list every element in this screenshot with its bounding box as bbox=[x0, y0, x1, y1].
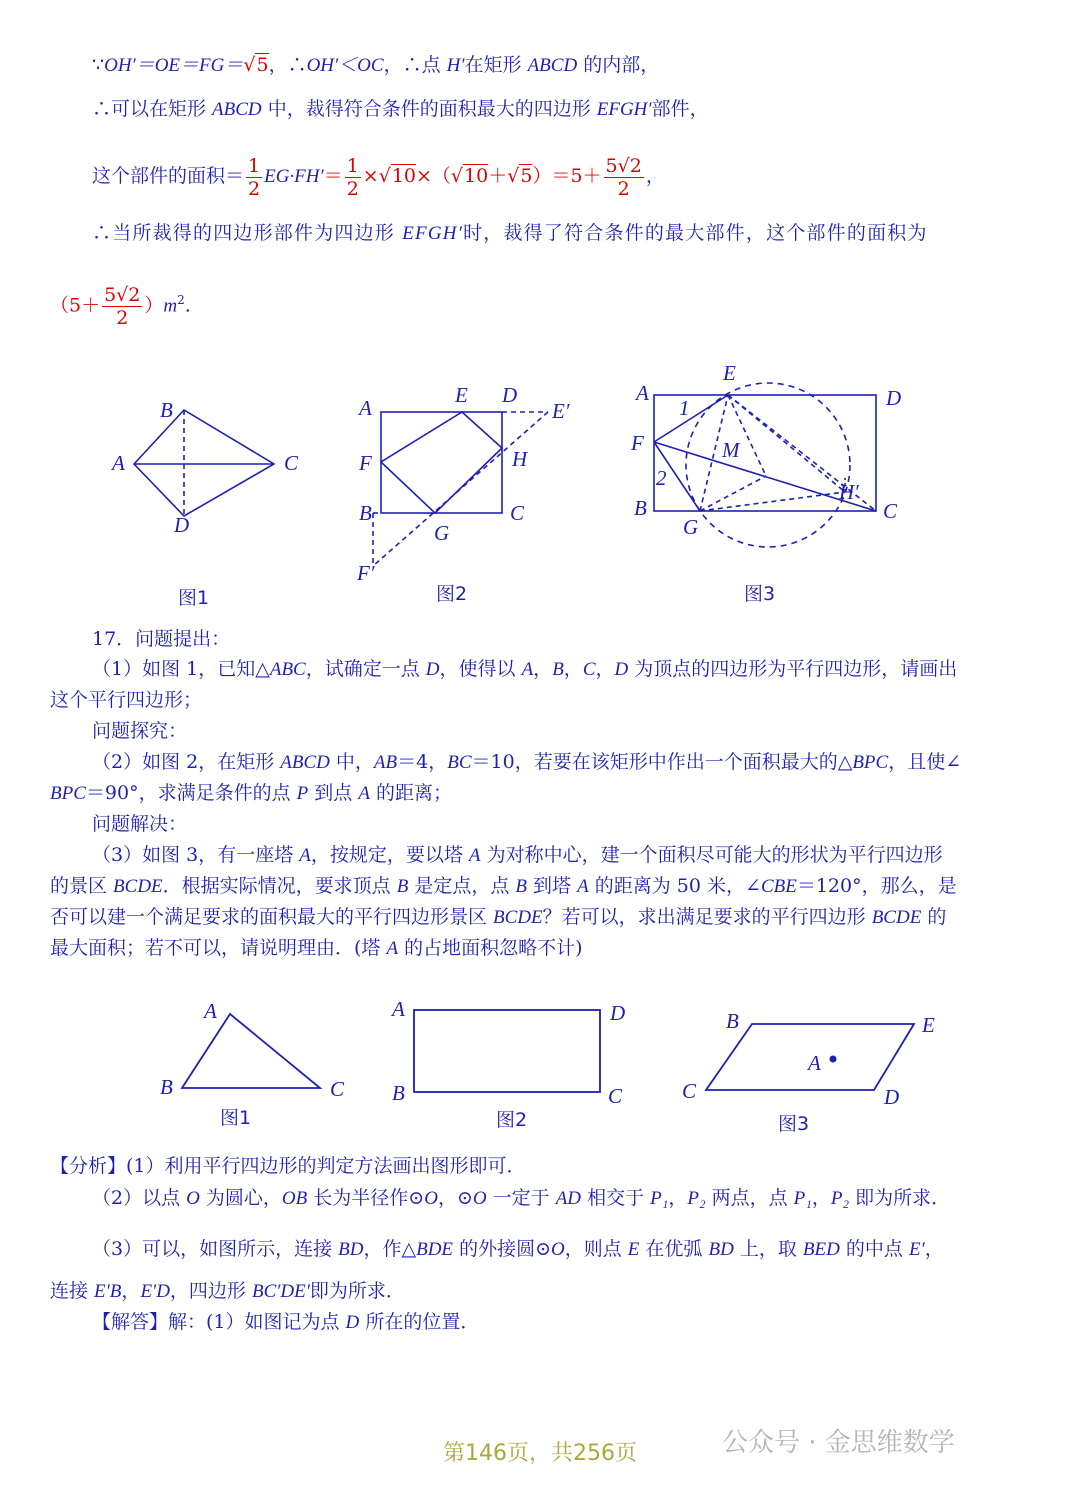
fig1-label-A: A bbox=[112, 451, 125, 475]
q17-fig2-label-C: C bbox=[608, 1084, 623, 1108]
fig3-label-2: 2 bbox=[656, 466, 667, 490]
q17-heading-solve: 问题解决： bbox=[92, 813, 188, 835]
fig2-label-A: A bbox=[359, 396, 372, 420]
fig2-label-F: F bbox=[359, 451, 372, 475]
fig3-caption: 图3 bbox=[744, 583, 776, 605]
fig1-label-B: B bbox=[160, 398, 173, 422]
q17-fig1-caption: 图1 bbox=[220, 1107, 252, 1129]
solution-line-5: （5＋ $\frac{5√2}{2}$ ）$m^2$. bbox=[50, 283, 191, 329]
q17-fig3-label-C: C bbox=[682, 1079, 697, 1103]
q17-fig1-label-B: B bbox=[160, 1075, 173, 1099]
fig3-label-A: A bbox=[636, 381, 649, 405]
q17-fig3-caption: 图3 bbox=[778, 1113, 810, 1135]
fig2-label-G: G bbox=[434, 521, 450, 545]
fig3-label-H: H′ bbox=[839, 480, 859, 504]
solution-line-3: 这个部件的面积＝ $\frac{1}{2}$ EG·FH′＝ $\frac{1}{2}$ ×√10×（√10＋√5）＝5＋ $\frac{5√2}{2}$ ， bbox=[92, 154, 665, 200]
q17-part2-line1: （2）如图 2，在矩形 ABCD 中，AB＝4，BC＝10，若要在该矩形中作出一个面积最大的△BPC，且使∠ bbox=[92, 751, 962, 773]
fig3-label-B: B bbox=[634, 496, 647, 520]
q17-fig3-label-D: D bbox=[884, 1085, 900, 1109]
watermark: 公众号 · 金思维数学 bbox=[722, 1428, 955, 1458]
q17-part2-line2: BPC＝90°，求满足条件的点 P 到点 A 的距离； bbox=[50, 782, 452, 804]
fig2-caption: 图2 bbox=[436, 583, 468, 605]
q17-part3-line3: 否可以建一个满足要求的面积最大的平行四边形景区 BCDE？若可以，求出满足要求的平行四边形 BCDE 的 bbox=[50, 906, 947, 928]
fig3-label-D: D bbox=[886, 386, 902, 410]
q17-fig2-label-D: D bbox=[610, 1001, 626, 1025]
fig3-label-C: C bbox=[883, 499, 898, 523]
q17-fig3-label-A: A bbox=[808, 1051, 821, 1075]
fig3-label-M: M bbox=[722, 438, 740, 462]
q17-part1-line2: 这个平行四边形； bbox=[50, 689, 203, 711]
tower-point-A bbox=[830, 1056, 837, 1063]
fig2-label-E: E bbox=[455, 383, 468, 407]
solution-line-1: ∵OH′＝OE＝FG＝√5，∴OH′＜OC，∴点 H′在矩形 ABCD 的内部， bbox=[92, 54, 660, 76]
fig3-label-E: E bbox=[723, 361, 736, 385]
q17-part3-line2: 的景区 BCDE．根据实际情况，要求顶点 B 是定点，点 B 到塔 A 的距离为 50 米，∠CBE＝120°，那么，是 bbox=[50, 875, 957, 897]
q17-part3-line4: 最大面积；若不可以，请说明理由．(塔 A 的占地面积忽略不计) bbox=[50, 937, 583, 959]
fig2-label-B: B bbox=[359, 501, 372, 525]
q17-fig3-label-B: B bbox=[726, 1009, 739, 1033]
solution-line-2: ∴可以在矩形 ABCD 中，裁得符合条件的面积最大的四边形 EFGH′部件， bbox=[92, 98, 709, 120]
q17-fig3-label-E: E bbox=[922, 1013, 935, 1037]
q17-heading-explore: 问题探究： bbox=[92, 720, 188, 742]
q17-part3-line1: （3）如图 3，有一座塔 A，按规定，要以塔 A 为对称中心，建一个面积尽可能大的形状为平行四边形 bbox=[92, 844, 943, 866]
fig3-label-1: 1 bbox=[679, 396, 690, 420]
fig2-label-D: D bbox=[502, 383, 518, 407]
q17-fig1-label-C: C bbox=[330, 1077, 345, 1101]
analysis-line-3: （3）可以，如图所示，连接 BD，作△BDE 的外接圆⊙O，则点 E 在优弧 BD 上，取 BED 的中点 E′， bbox=[92, 1238, 944, 1260]
answer-line-1: 【解答】解：(1）如图记为点 D 所在的位置． bbox=[92, 1311, 480, 1333]
q17-fig2-label-A: A bbox=[392, 997, 405, 1021]
q17-fig2-label-B: B bbox=[392, 1081, 405, 1105]
analysis-line-1: 【分析】(1）利用平行四边形的判定方法画出图形即可． bbox=[50, 1155, 526, 1177]
fig2-label-F2: F′ bbox=[357, 561, 375, 585]
page-number: 第146页，共256页 bbox=[443, 1441, 637, 1466]
q17-title: 17．问题提出： bbox=[92, 628, 231, 650]
fig3-label-F: F bbox=[631, 431, 644, 455]
solution-line-4: ∴当所裁得的四边形部件为四边形 EFGH′时，裁得了符合条件的最大部件，这个部件的面积为 bbox=[92, 222, 928, 244]
q17-fig1-label-A: A bbox=[204, 999, 217, 1023]
q17-fig2-caption: 图2 bbox=[496, 1109, 528, 1131]
fig1-caption: 图1 bbox=[178, 587, 210, 609]
fig1-label-C: C bbox=[284, 451, 299, 475]
analysis-line-4: 连接 E′B，E′D，四边形 BC′DE′即为所求． bbox=[50, 1280, 405, 1302]
fig1-label-D: D bbox=[174, 513, 190, 537]
fig3-label-G: G bbox=[683, 515, 699, 539]
fig2-label-C: C bbox=[510, 501, 525, 525]
fig2-label-H: H bbox=[512, 447, 528, 471]
fig2-label-E2: E′ bbox=[552, 399, 570, 423]
analysis-line-2: （2）以点 O 为圆心，OB 长为半径作⊙O，⊙O 一定于 AD 相交于 P₁，P₂ 两点，点 P₁，P₂ 即为所求． bbox=[92, 1187, 951, 1209]
q17-part1-line1: （1）如图 1，已知△ABC，试确定一点 D，使得以 A，B，C，D 为顶点的四边形为平行四边形，请画出 bbox=[92, 658, 958, 680]
